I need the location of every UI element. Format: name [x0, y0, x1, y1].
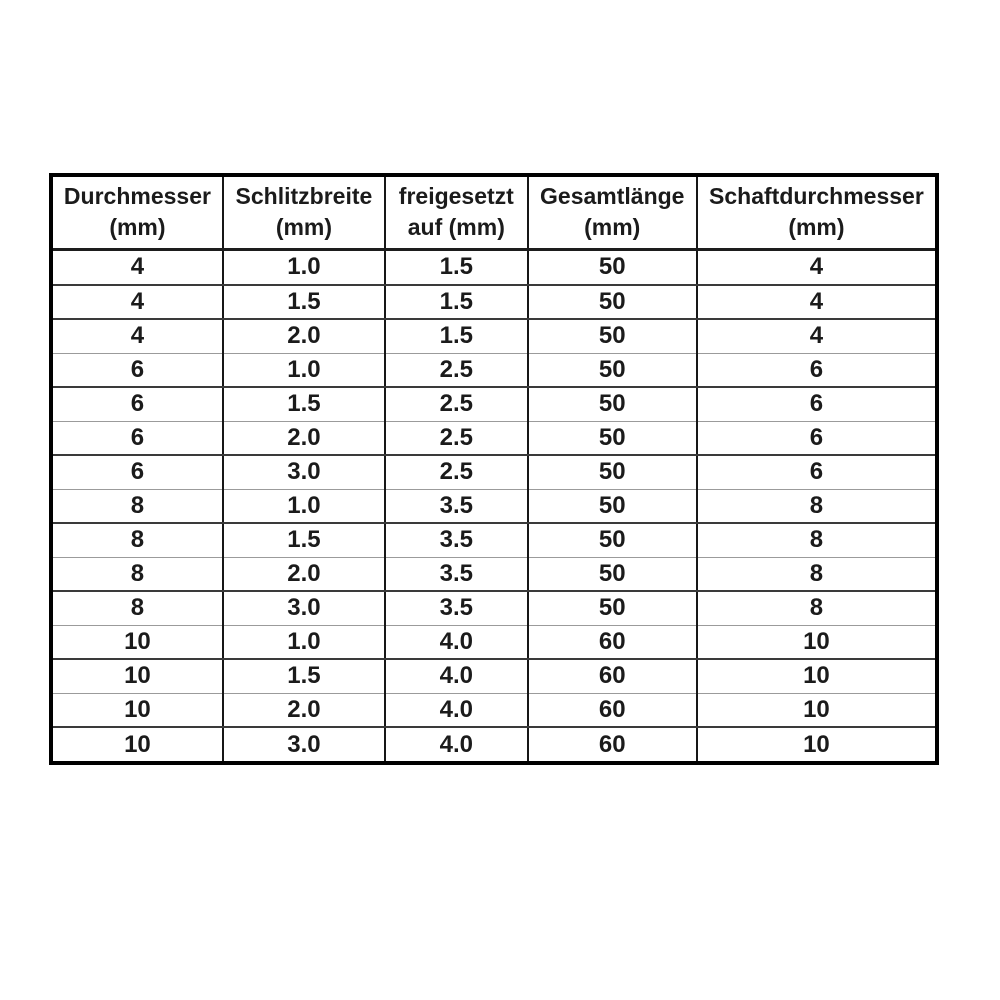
header-line-2: (mm): [788, 214, 845, 240]
table-row: [51, 353, 937, 387]
table-header: [51, 175, 937, 250]
header-line-2: auf (mm): [407, 214, 505, 240]
table-cell: 1.0: [223, 353, 385, 387]
table-cell: 8: [697, 591, 937, 625]
table-cell: 3.0: [223, 727, 385, 763]
table-row: [51, 455, 937, 489]
table-cell: 1.0: [223, 625, 385, 659]
table-cell: 10: [51, 659, 223, 693]
header-line-1: Schaftdurchmesser: [709, 183, 924, 209]
header-line-1: Schlitzbreite: [235, 183, 373, 209]
table-cell: 6: [697, 353, 937, 387]
table-cell: 1.5: [385, 285, 528, 320]
table-cell: 6: [51, 455, 223, 489]
header-line-2: (mm): [275, 214, 333, 240]
table-cell: 1.5: [223, 659, 385, 693]
table-cell: 2.0: [223, 319, 385, 353]
table-cell: 10: [697, 659, 937, 693]
table-row: [51, 421, 937, 455]
table-cell: 50: [528, 319, 697, 353]
table-cell: 10: [51, 625, 223, 659]
table-cell: 8: [697, 557, 937, 591]
table-cell: 6: [51, 353, 223, 387]
table-cell: 2.0: [223, 557, 385, 591]
table-cell: 8: [51, 591, 223, 625]
table-cell: 3.5: [385, 489, 528, 523]
table-cell: 4: [51, 319, 223, 353]
table-cell: 6: [697, 455, 937, 489]
table-cell: 2.5: [385, 387, 528, 421]
table-cell: 8: [51, 489, 223, 523]
table-cell: 1.0: [223, 250, 385, 285]
table-row: [51, 693, 937, 727]
table-cell: 3.0: [223, 455, 385, 489]
table-cell: 2.5: [385, 353, 528, 387]
table-cell: 50: [528, 591, 697, 625]
table-cell: 8: [51, 557, 223, 591]
header-cell: [223, 175, 385, 250]
table-cell: 6: [697, 387, 937, 421]
table-cell: 4.0: [385, 659, 528, 693]
table-cell: 4: [51, 250, 223, 285]
table-cell: 50: [528, 557, 697, 591]
table-cell: 4.0: [385, 727, 528, 763]
table-cell: 2.0: [223, 421, 385, 455]
table-cell: 3.0: [223, 591, 385, 625]
table-cell: 50: [528, 250, 697, 285]
table-cell: 1.5: [385, 319, 528, 353]
table-cell: 50: [528, 285, 697, 320]
table-row: [51, 250, 937, 285]
table-cell: 3.5: [385, 557, 528, 591]
header-cell: [51, 175, 223, 250]
table-cell: 1.5: [223, 523, 385, 557]
table-cell: 4: [697, 250, 937, 285]
table-cell: 4: [697, 319, 937, 353]
table-cell: 50: [528, 455, 697, 489]
header-line-1: Gesamtlänge: [540, 183, 685, 209]
table-cell: 8: [697, 489, 937, 523]
table-cell: 4: [51, 285, 223, 320]
table-cell: 6: [51, 387, 223, 421]
table-cell: 2.0: [223, 693, 385, 727]
header-cell: [528, 175, 697, 250]
header-line-2: (mm): [109, 214, 166, 240]
table-cell: 2.5: [385, 421, 528, 455]
table-cell: 8: [697, 523, 937, 557]
table-cell: 60: [528, 659, 697, 693]
table-cell: 10: [697, 727, 937, 763]
table-cell: 10: [697, 625, 937, 659]
header-cell: [697, 175, 937, 250]
table-row: [51, 557, 937, 591]
table-cell: 4.0: [385, 693, 528, 727]
table-cell: 50: [528, 523, 697, 557]
table-cell: 10: [51, 693, 223, 727]
header-line-1: freigesetzt: [398, 183, 514, 209]
header-line-2: (mm): [584, 214, 641, 240]
table-cell: 3.5: [385, 591, 528, 625]
table-body: [51, 250, 937, 764]
table-cell: 4.0: [385, 625, 528, 659]
table-cell: 1.5: [385, 250, 528, 285]
table-row: [51, 727, 937, 763]
header-row: [51, 175, 937, 250]
table-cell: 4: [697, 285, 937, 320]
table-cell: 1.0: [223, 489, 385, 523]
table-row: [51, 659, 937, 693]
table-row: [51, 523, 937, 557]
table-row: [51, 387, 937, 421]
table-row: [51, 489, 937, 523]
table-cell: 1.5: [223, 387, 385, 421]
table-cell: 50: [528, 489, 697, 523]
table-cell: 6: [51, 421, 223, 455]
table-cell: 3.5: [385, 523, 528, 557]
table-row: [51, 319, 937, 353]
table-row: [51, 625, 937, 659]
table-cell: 50: [528, 421, 697, 455]
table-cell: 60: [528, 625, 697, 659]
header-line-1: Durchmesser: [63, 183, 211, 209]
table-row: [51, 591, 937, 625]
table-cell: 1.5: [223, 285, 385, 320]
table-cell: 50: [528, 387, 697, 421]
table-cell: 6: [697, 421, 937, 455]
table-cell: 8: [51, 523, 223, 557]
spec-table: [49, 173, 939, 765]
table-cell: 60: [528, 693, 697, 727]
table-cell: 50: [528, 353, 697, 387]
table-row: [51, 285, 937, 320]
table-cell: 10: [51, 727, 223, 763]
table-cell: 2.5: [385, 455, 528, 489]
header-cell: [385, 175, 528, 250]
table-cell: 60: [528, 727, 697, 763]
table-cell: 10: [697, 693, 937, 727]
